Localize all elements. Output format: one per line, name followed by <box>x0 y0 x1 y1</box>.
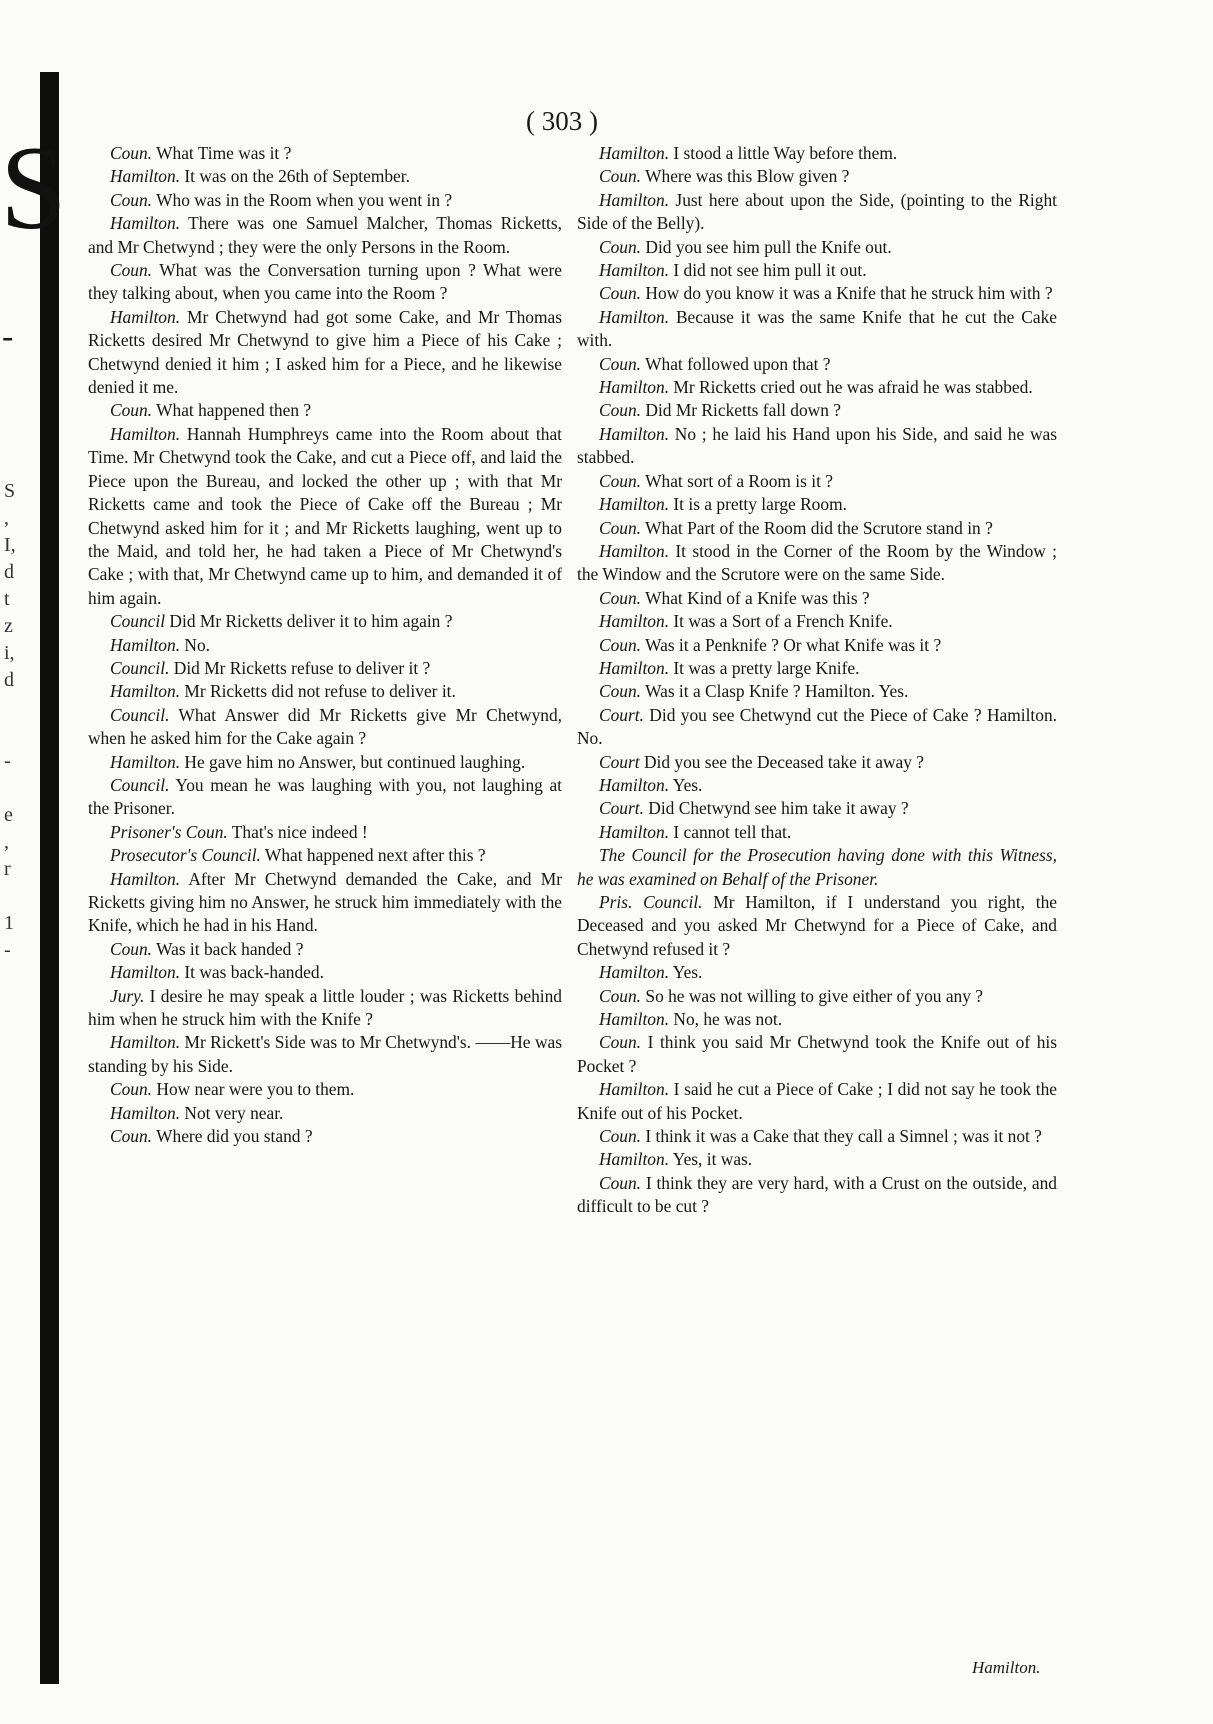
speaker: Hamilton. <box>110 1032 181 1053</box>
utterance: What Answer did Mr Ricketts give Mr Chetwynd, when he asked him for the Cake again ? <box>88 704 562 749</box>
utterance: Did Chetwynd see him take it away ? <box>643 798 909 819</box>
speaker: Coun. <box>599 470 642 491</box>
speaker: Hamilton. <box>110 751 181 772</box>
speaker: Hamilton. <box>599 611 670 632</box>
dialogue-line <box>577 259 1057 282</box>
dialogue-line <box>88 704 562 751</box>
utterance: Mr Ricketts did not refuse to deliver it. <box>180 681 456 702</box>
utterance: Mr Rickett's Side was to Mr Chetwynd's. ——He was standing by his Side. <box>88 1032 562 1076</box>
speaker: Hamilton. <box>110 1102 181 1123</box>
speaker: Hamilton. <box>599 962 670 983</box>
utterance: What followed upon that ? <box>641 353 831 374</box>
utterance: I desire he may speak a little louder ; was Ricketts behind him when he struck him with the Knife ? <box>88 985 562 1030</box>
dialogue-line <box>88 751 562 774</box>
speaker: Court <box>599 751 640 772</box>
margin-dash: - <box>2 318 14 355</box>
utterance: That's nice indeed ! <box>227 821 368 842</box>
speaker: Coun. <box>110 1079 153 1100</box>
utterance: What Time was it ? <box>152 143 292 163</box>
page-number: ( 303 ) <box>526 106 598 136</box>
margin-letter: S <box>0 121 67 254</box>
speaker: Council. <box>110 657 170 678</box>
dialogue-line <box>88 399 562 422</box>
dialogue-line <box>88 657 562 680</box>
speaker: Hamilton. <box>599 306 670 327</box>
dialogue-line <box>88 212 562 259</box>
dialogue-line <box>577 423 1057 470</box>
utterance: Mr Ricketts cried out he was afraid he was stabbed. <box>669 377 1033 398</box>
dialogue-line <box>577 189 1057 236</box>
speaker: Hamilton. <box>110 681 181 702</box>
utterance: He gave him no Answer, but continued laughing. <box>180 751 526 772</box>
dialogue-line <box>577 587 1057 610</box>
dialogue-line <box>88 1102 562 1125</box>
speaker: Hamilton. <box>599 1149 670 1170</box>
dialogue-line <box>88 961 562 984</box>
utterance: Because it was the same Knife that he cut the Cake with. <box>577 306 1057 351</box>
utterance: What happened then ? <box>152 400 312 421</box>
utterance: Yes. <box>669 962 703 983</box>
utterance: What Part of the Room did the Scrutore stand in ? <box>641 517 993 538</box>
speaker: Coun. <box>599 283 642 304</box>
utterance: The Council for the Prosecution having done with this Witness, he was examined on Behalf of the Prisoner. <box>577 845 1057 889</box>
utterance: You mean he was laughing with you, not laughing at the Prisoner. <box>88 774 562 819</box>
speaker: Coun. <box>599 681 642 702</box>
speaker: Hamilton. <box>599 189 670 210</box>
speaker: Hamilton. <box>599 494 670 515</box>
dialogue-line <box>577 540 1057 587</box>
utterance: Did you see the Deceased take it away ? <box>639 751 925 772</box>
dialogue-line <box>577 1125 1057 1148</box>
utterance: How do you know it was a Knife that he struck him with ? <box>641 283 1053 304</box>
speaker: Coun. <box>599 1126 642 1147</box>
dialogue-line <box>577 634 1057 657</box>
utterance: I cannot tell that. <box>669 821 792 842</box>
speaker: Council. <box>110 774 170 795</box>
speaker: Coun. <box>599 634 642 655</box>
dialogue-line <box>577 821 1057 844</box>
utterance: There was one Samuel Malcher, Thomas Ricketts, and Mr Chetwynd ; they were the only Persons in the Room. <box>88 213 562 257</box>
utterance: Was it a Clasp Knife ? Hamilton. Yes. <box>641 681 909 702</box>
dialogue-line <box>577 1078 1057 1125</box>
utterance: Mr Chetwynd had got some Cake, and Mr Thomas Ricketts desired Mr Chetwynd to give him a Piece of his Cake ; Chetwynd denied it him ; I asked him for a Piece, and he likewise denied it me. <box>88 306 562 398</box>
speaker: Coun. <box>599 985 642 1006</box>
utterance: Where was this Blow given ? <box>641 166 850 187</box>
dialogue-line <box>88 423 562 610</box>
speaker: Hamilton. <box>599 821 670 842</box>
dialogue-line <box>88 610 562 633</box>
dialogue-line <box>577 704 1057 751</box>
dialogue-line <box>88 1031 562 1078</box>
dialogue-line <box>577 1172 1057 1219</box>
dialogue-line <box>577 610 1057 633</box>
utterance: Hannah Humphreys came into the Room about that Time. Mr Chetwynd took the Cake, and cut a Piece off, and laid the Piece upon the Bureau, and locked the other up ; with that Mr Ricketts came and took the Piece of Cake off the Bureau ; Mr Chetwynd asked him for it ; and Mr Ricketts laughing, went up to the Maid, and told her, he had taken a Piece of Mr Chetwynd's Cake ; with that, Mr Chetwynd came up to him, and demanded it of him again. <box>88 423 562 608</box>
utterance: I did not see him pull it out. <box>669 260 867 281</box>
dialogue-line <box>88 306 562 400</box>
utterance: Was it a Penknife ? Or what Knife was it ? <box>641 634 942 655</box>
utterance: I think you said Mr Chetwynd took the Knife out of his Pocket ? <box>577 1032 1057 1076</box>
dialogue-line <box>577 1008 1057 1031</box>
dialogue-line <box>577 165 1057 188</box>
utterance: Who was in the Room when you went in ? <box>152 189 453 210</box>
speaker: Coun. <box>110 260 153 281</box>
speaker: Hamilton. <box>110 634 181 655</box>
dialogue-line <box>577 680 1057 703</box>
utterance: What happened next after this ? <box>260 845 486 866</box>
utterance: After Mr Chetwynd demanded the Cake, and Mr Ricketts giving him no Answer, he struck him immediately with the Knife, which he had in his Hand. <box>88 868 562 936</box>
dialogue-line <box>88 774 562 821</box>
utterance: What was the Conversation turning upon ? What were they talking about, when you came into the Room ? <box>88 260 562 304</box>
dialogue-line <box>577 399 1057 422</box>
dialogue-line <box>88 1078 562 1101</box>
utterance: Not very near. <box>180 1102 284 1123</box>
speaker: Coun. <box>599 236 642 257</box>
dialogue-line <box>88 189 562 212</box>
speaker: Jury. <box>110 985 145 1006</box>
dialogue-line <box>88 142 562 165</box>
dialogue-line <box>88 165 562 188</box>
speaker: Hamilton. <box>110 423 181 444</box>
utterance: Did you see Chetwynd cut the Piece of Cake ? Hamilton. No. <box>577 704 1057 749</box>
dialogue-line <box>88 938 562 961</box>
dialogue-line <box>88 844 562 867</box>
utterance: I think it was a Cake that they call a Simnel ; was it not ? <box>641 1126 1042 1147</box>
utterance: It stood in the Corner of the Room by the Window ; the Window and the Scrutore were on the same Side. <box>577 540 1057 585</box>
speaker: Hamilton. <box>599 377 670 398</box>
speaker: Hamilton. <box>599 540 670 561</box>
utterance: Was it back handed ? <box>152 938 304 959</box>
speaker: Pris. Council. <box>599 892 703 912</box>
speaker: Hamilton. <box>599 657 670 678</box>
utterance: Yes. <box>669 774 703 795</box>
utterance: It was a Sort of a French Knife. <box>669 611 893 632</box>
speaker: Hamilton. <box>599 260 670 281</box>
speaker: Coun. <box>110 143 153 163</box>
utterance: I said he cut a Piece of Cake ; I did not say he took the Knife out of his Pocket. <box>577 1079 1057 1123</box>
utterance: What sort of a Room is it ? <box>641 470 833 491</box>
speaker: Court. <box>599 704 644 725</box>
utterance: No, he was not. <box>669 1009 783 1030</box>
speaker: Coun. <box>599 1032 642 1053</box>
utterance: Did Mr Ricketts deliver it to him again ? <box>165 611 453 632</box>
utterance: I stood a little Way before them. <box>669 143 898 163</box>
catchword: Hamilton. <box>972 1658 1041 1677</box>
dialogue-line <box>577 961 1057 984</box>
dialogue-line <box>88 680 562 703</box>
dialogue-line <box>577 353 1057 376</box>
left-column <box>88 142 562 1148</box>
dialogue-line <box>577 797 1057 820</box>
dialogue-line <box>577 306 1057 353</box>
utterance: Did Mr Ricketts refuse to deliver it ? <box>169 657 431 678</box>
dialogue-line <box>577 891 1057 961</box>
utterance: It is a pretty large Room. <box>669 494 847 515</box>
speaker: Hamilton. <box>110 166 181 187</box>
utterance: Mr Hamilton, if I understand you right, the Deceased and you asked Mr Chetwynd for a Piece of Cake, and Chetwynd refused it ? <box>577 892 1057 959</box>
speaker: Coun. <box>599 587 642 608</box>
utterance: No ; he laid his Hand upon his Side, and said he was stabbed. <box>577 423 1057 468</box>
dialogue-line <box>577 376 1057 399</box>
margin-marks: S , I, d t z i, d - e , r 1 - <box>4 480 16 961</box>
dialogue-line <box>577 985 1057 1008</box>
utterance: It was a pretty large Knife. <box>669 657 860 678</box>
speaker: Hamilton. <box>110 868 181 889</box>
speaker: Coun. <box>599 1172 642 1193</box>
utterance: No. <box>180 634 210 655</box>
dialogue-line <box>88 1125 562 1148</box>
speaker: Prisoner's Coun. <box>110 821 228 842</box>
speaker: Hamilton. <box>110 962 181 983</box>
speaker: Coun. <box>110 938 153 959</box>
utterance: Yes, it was. <box>669 1149 753 1170</box>
binding-shadow <box>40 72 59 1684</box>
speaker: Court. <box>599 798 644 819</box>
speaker: Council. <box>110 704 170 725</box>
speaker: Coun. <box>110 1126 153 1147</box>
dialogue-line <box>88 821 562 844</box>
dialogue-line <box>577 657 1057 680</box>
speaker: Prosecutor's Council. <box>110 845 261 866</box>
utterance: So he was not willing to give either of you any ? <box>641 985 984 1006</box>
utterance: Did you see him pull the Knife out. <box>641 236 892 257</box>
dialogue-line <box>577 1031 1057 1078</box>
speaker: Hamilton. <box>599 143 670 163</box>
dialogue-line <box>577 282 1057 305</box>
dialogue-line <box>577 774 1057 797</box>
dialogue-line <box>88 868 562 938</box>
right-column <box>577 142 1057 1219</box>
utterance: Where did you stand ? <box>152 1126 313 1147</box>
speaker: Coun. <box>599 353 642 374</box>
dialogue-line <box>577 493 1057 516</box>
utterance: Did Mr Ricketts fall down ? <box>641 400 842 421</box>
dialogue-line <box>577 470 1057 493</box>
speaker: Hamilton. <box>110 306 181 327</box>
speaker: Hamilton. <box>599 774 670 795</box>
dialogue-line <box>577 751 1057 774</box>
dialogue-line <box>577 1148 1057 1171</box>
utterance: It was on the 26th of September. <box>180 166 410 187</box>
dialogue-line <box>88 259 562 306</box>
utterance: Just here about upon the Side, (pointing to the Right Side of the Belly). <box>577 189 1057 234</box>
dialogue-line <box>577 142 1057 165</box>
dialogue-line <box>88 634 562 657</box>
utterance: It was back-handed. <box>180 962 324 983</box>
speaker: Coun. <box>110 189 153 210</box>
speaker: Council <box>110 611 166 632</box>
utterance: What Kind of a Knife was this ? <box>641 587 870 608</box>
dialogue-line <box>577 517 1057 540</box>
dialogue-line <box>88 985 562 1032</box>
dialogue-line <box>577 236 1057 259</box>
speaker: Hamilton. <box>110 213 181 234</box>
speaker: Coun. <box>599 400 642 421</box>
speaker: Coun. <box>110 400 153 421</box>
speaker: Hamilton. <box>599 1079 670 1100</box>
speaker: Coun. <box>599 166 642 187</box>
dialogue-line <box>577 844 1057 891</box>
speaker: Hamilton. <box>599 423 670 444</box>
speaker: Coun. <box>599 517 642 538</box>
utterance: I think they are very hard, with a Crust on the outside, and difficult to be cut ? <box>577 1172 1057 1217</box>
utterance: How near were you to them. <box>152 1079 355 1100</box>
speaker: Hamilton. <box>599 1009 670 1030</box>
